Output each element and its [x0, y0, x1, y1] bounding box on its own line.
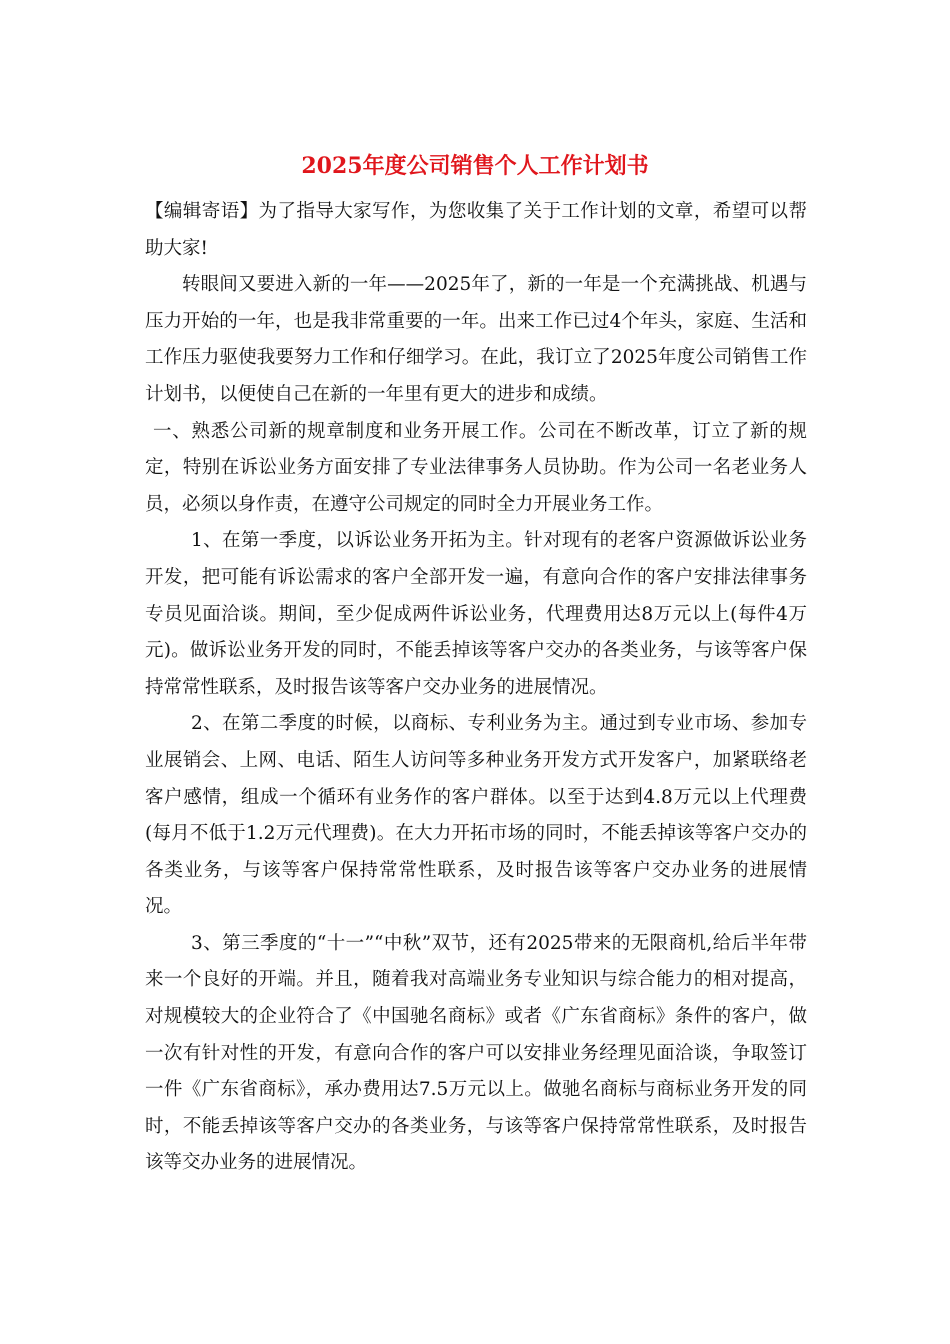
document-title: 2025年度公司销售个人工作计划书 — [301, 153, 649, 179]
q3-plan-paragraph: 3、第三季度的“十一”“中秋”双节，还有2025带来的无限商机,给后半年带来一个良好的开端。并且，随着我对高端业务专业知识与综合能力的相对提高，对规模较大的企业符合了《中国驰名商标》或者《广东省商标》条件的客户，做一次有针对性的开发，有意向合作的客户可以安排业务经理见面洽谈，争取签订一件《广东省商标》，承办费用达7.5万元以上。做驰名商标与商标业务开发的同时，不能丢掉该等客户交办的各类业务，与该等客户保持常常性联系，及时报告该等交办业务的进展情况。 — [145, 932, 807, 1174]
editor-note-paragraph: 【编辑寄语】为了指导大家写作，为您收集了关于工作计划的文章，希望可以帮助大家! — [145, 201, 807, 259]
q1-plan-paragraph: 1、在第一季度，以诉讼业务开拓为主。针对现有的老客户资源做诉讼业务开发，把可能有诉讼需求的客户全部开发一遍，有意向合作的客户安排法律事务专员见面洽谈。期间，至少促成两件诉讼业务，代理费用达8万元以上(每件4万元)。做诉讼业务开发的同时，不能丢掉该等客户交办的各类业务，与该等客户保持常常性联系，及时报告该等客户交办业务的进展情况。 — [145, 530, 807, 698]
document-body — [145, 194, 807, 1182]
intro-paragraph: 转眼间又要进入新的一年——2025年了，新的一年是一个充满挑战、机遇与压力开始的一年，也是我非常重要的一年。出来工作已过4个年头，家庭、生活和工作压力驱使我要努力工作和仔细学习。在此，我订立了2025年度公司销售工作计划书，以便使自己在新的一年里有更大的进步和成绩。 — [145, 274, 807, 405]
q2-plan-paragraph: 2、在第二季度的时候，以商标、专利业务为主。通过到专业市场、参加专业展销会、上网、电话、陌生人访问等多种业务开发方式开发客户，加紧联络老客户感情，组成一个循环有业务作的客户群体。以至于达到4.8万元以上代理费(每月不低于1.2万元代理费)。在大力开拓市场的同时，不能丢掉该等客户交办的各类业务，与该等客户保持常常性联系，及时报告该等客户交办业务的进展情况。 — [145, 713, 807, 918]
section-one-paragraph: 一、熟悉公司新的规章制度和业务开展工作。公司在不断改革，订立了新的规定，特别在诉讼业务方面安排了专业法律事务人员协助。作为公司一名老业务人员，必须以身作责，在遵守公司规定的同时全力开展业务工作。 — [145, 420, 807, 515]
